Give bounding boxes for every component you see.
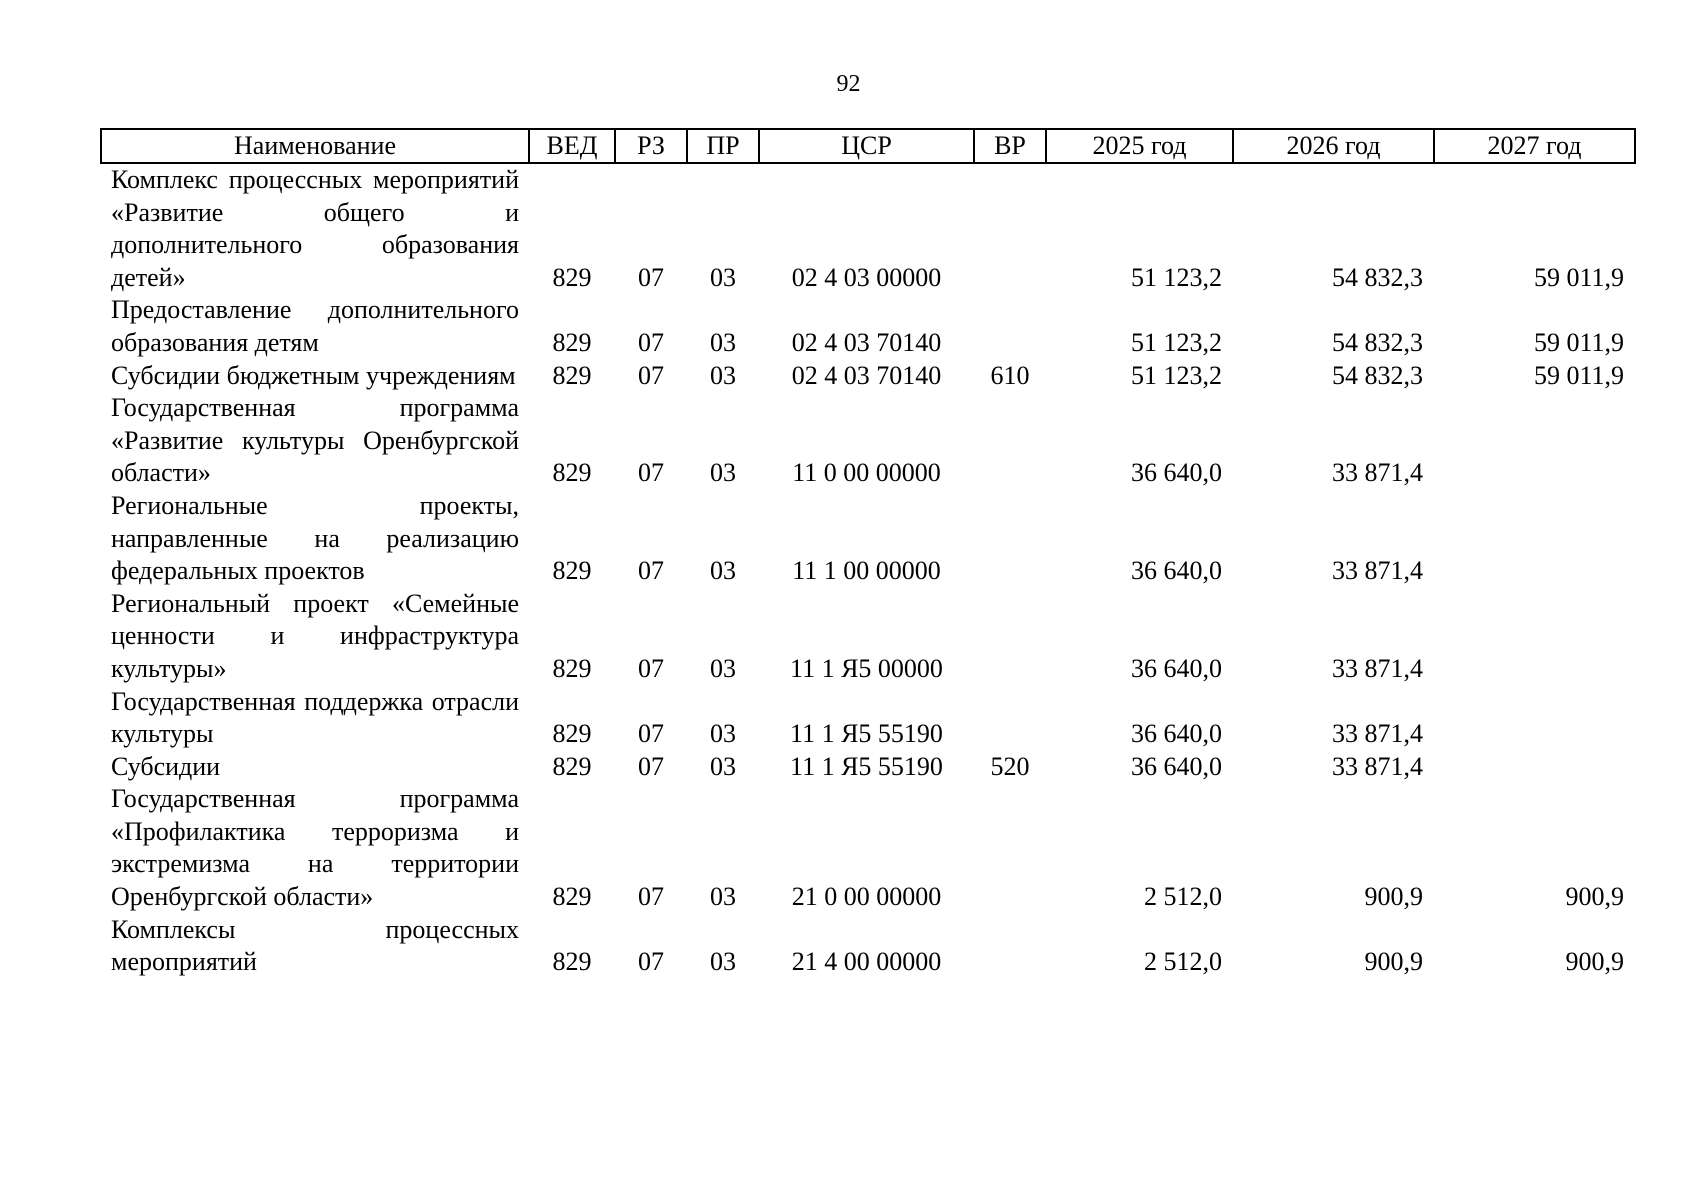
row-2027: 59 011,9 [1533,262,1624,292]
row-2026: 33 871,4 [1332,751,1423,781]
header-ved: ВЕД [529,129,615,163]
row-ved: 829 [552,719,592,749]
row-csr: 11 1 00 00000 [792,556,941,586]
table-header-row [101,129,1635,163]
row-csr: 02 4 03 70140 [791,360,942,390]
row-vr: 520 [990,751,1030,781]
row-2025: 36 640,0 [1131,458,1222,488]
header-csr: ЦСР [759,129,974,163]
row-csr: 02 4 03 00000 [791,262,942,292]
row-pr: 03 [710,458,736,488]
row-name: Государственная программа «Развитие культуры Оренбургской области» [111,393,519,488]
row-2027: 59 011,9 [1533,360,1624,390]
row-rz: 07 [638,653,664,683]
row-pr: 03 [710,653,736,683]
row-pr: 03 [710,947,736,977]
row-2027: 59 011,9 [1533,327,1624,357]
row-2025: 2 512,0 [1144,882,1222,912]
row-2026: 54 832,3 [1332,360,1423,390]
row-vr [974,783,1046,913]
row-2025: 36 640,0 [1131,719,1222,749]
row-pr: 03 [710,719,736,749]
row-ved: 829 [552,262,592,292]
row-2026: 54 832,3 [1332,327,1423,357]
table-row [101,490,1635,588]
row-name: Комплексы процессных мероприятий [111,914,519,977]
row-rz: 07 [638,556,664,586]
row-vr: 610 [990,360,1030,390]
row-csr: 11 1 Я5 55190 [790,719,943,749]
row-rz: 07 [638,360,664,390]
header-name: Наименование [101,129,529,163]
row-name: Региональный проект «Семейные ценности и инфраструктура культуры» [111,588,519,683]
row-rz: 07 [638,327,664,357]
row-csr: 11 0 00 00000 [792,458,941,488]
row-ved: 829 [552,653,592,683]
row-rz: 07 [638,719,664,749]
row-rz: 07 [638,458,664,488]
row-ved: 829 [552,751,592,781]
budget-table [100,128,1636,979]
row-2025: 51 123,2 [1131,360,1222,390]
row-rz: 07 [638,751,664,781]
row-rz: 07 [638,882,664,912]
row-ved: 829 [552,327,592,357]
table-row [101,783,1635,913]
table-row [101,686,1635,751]
table-row [101,360,1635,393]
row-2025: 36 640,0 [1131,751,1222,781]
header-rz: РЗ [615,129,687,163]
row-2027 [1434,490,1635,588]
row-vr [974,588,1046,686]
page-number: 92 [836,71,861,97]
row-2027: 900,9 [1565,882,1624,912]
header-pr: ПР [687,129,759,163]
row-2026: 54 832,3 [1332,262,1423,292]
row-csr: 21 0 00 00000 [791,882,942,912]
row-vr [974,686,1046,751]
row-ved: 829 [552,458,592,488]
row-2026: 900,9 [1364,947,1423,977]
row-ved: 829 [552,556,592,586]
row-name: Региональные проекты, направленные на реализацию федеральных проектов [111,490,519,586]
row-2025: 36 640,0 [1131,556,1222,586]
row-pr: 03 [710,556,736,586]
row-name: Государственная программа «Профилактика терроризма и экстремизма на территории Оренбургской области» [111,784,519,912]
table-row [101,294,1635,359]
row-pr: 03 [710,360,736,390]
header-2025: 2025 год [1046,129,1233,163]
table-row [101,751,1635,784]
row-2027 [1434,751,1635,784]
header-vr: ВР [974,129,1046,163]
row-vr [974,392,1046,490]
row-2026: 33 871,4 [1332,719,1423,749]
row-pr: 03 [710,262,736,292]
row-2027 [1434,686,1635,751]
row-2025: 51 123,2 [1131,262,1222,292]
row-vr [974,490,1046,588]
row-csr: 21 4 00 00000 [791,947,942,977]
row-2027 [1434,392,1635,490]
row-name: Субсидии бюджетным учреждениям [111,360,516,390]
header-2026: 2026 год [1233,129,1434,163]
row-pr: 03 [710,751,736,781]
row-2027: 900,9 [1565,947,1624,977]
row-2026: 33 871,4 [1332,653,1423,683]
row-pr: 03 [710,327,736,357]
row-ved: 829 [552,360,592,390]
row-name: Субсидии [111,751,221,781]
row-name: Предоставление дополнительного образования детям [111,295,519,357]
row-rz: 07 [638,262,664,292]
table-row [101,588,1635,686]
row-vr [974,294,1046,359]
row-name: Государственная поддержка отрасли культуры [111,686,519,749]
row-ved: 829 [552,882,592,912]
row-2025: 2 512,0 [1144,947,1222,977]
row-name: Комплекс процессных мероприятий «Развитие общего и дополнительного образования детей» [111,165,519,292]
row-csr: 02 4 03 70140 [791,327,942,357]
table-row [101,914,1635,979]
row-csr: 11 1 Я5 00000 [790,653,943,683]
row-2026: 900,9 [1364,882,1423,912]
table-row [101,163,1635,294]
row-2026: 33 871,4 [1332,458,1423,488]
row-pr: 03 [710,882,736,912]
row-vr [974,914,1046,979]
header-2027: 2027 год [1434,129,1635,163]
row-2026: 33 871,4 [1332,556,1423,586]
row-ved: 829 [552,947,592,977]
row-2025: 36 640,0 [1131,653,1222,683]
row-2027 [1434,588,1635,686]
table-row [101,392,1635,490]
row-csr: 11 1 Я5 55190 [790,751,943,781]
row-2025: 51 123,2 [1131,327,1222,357]
row-rz: 07 [638,947,664,977]
row-vr [974,163,1046,294]
